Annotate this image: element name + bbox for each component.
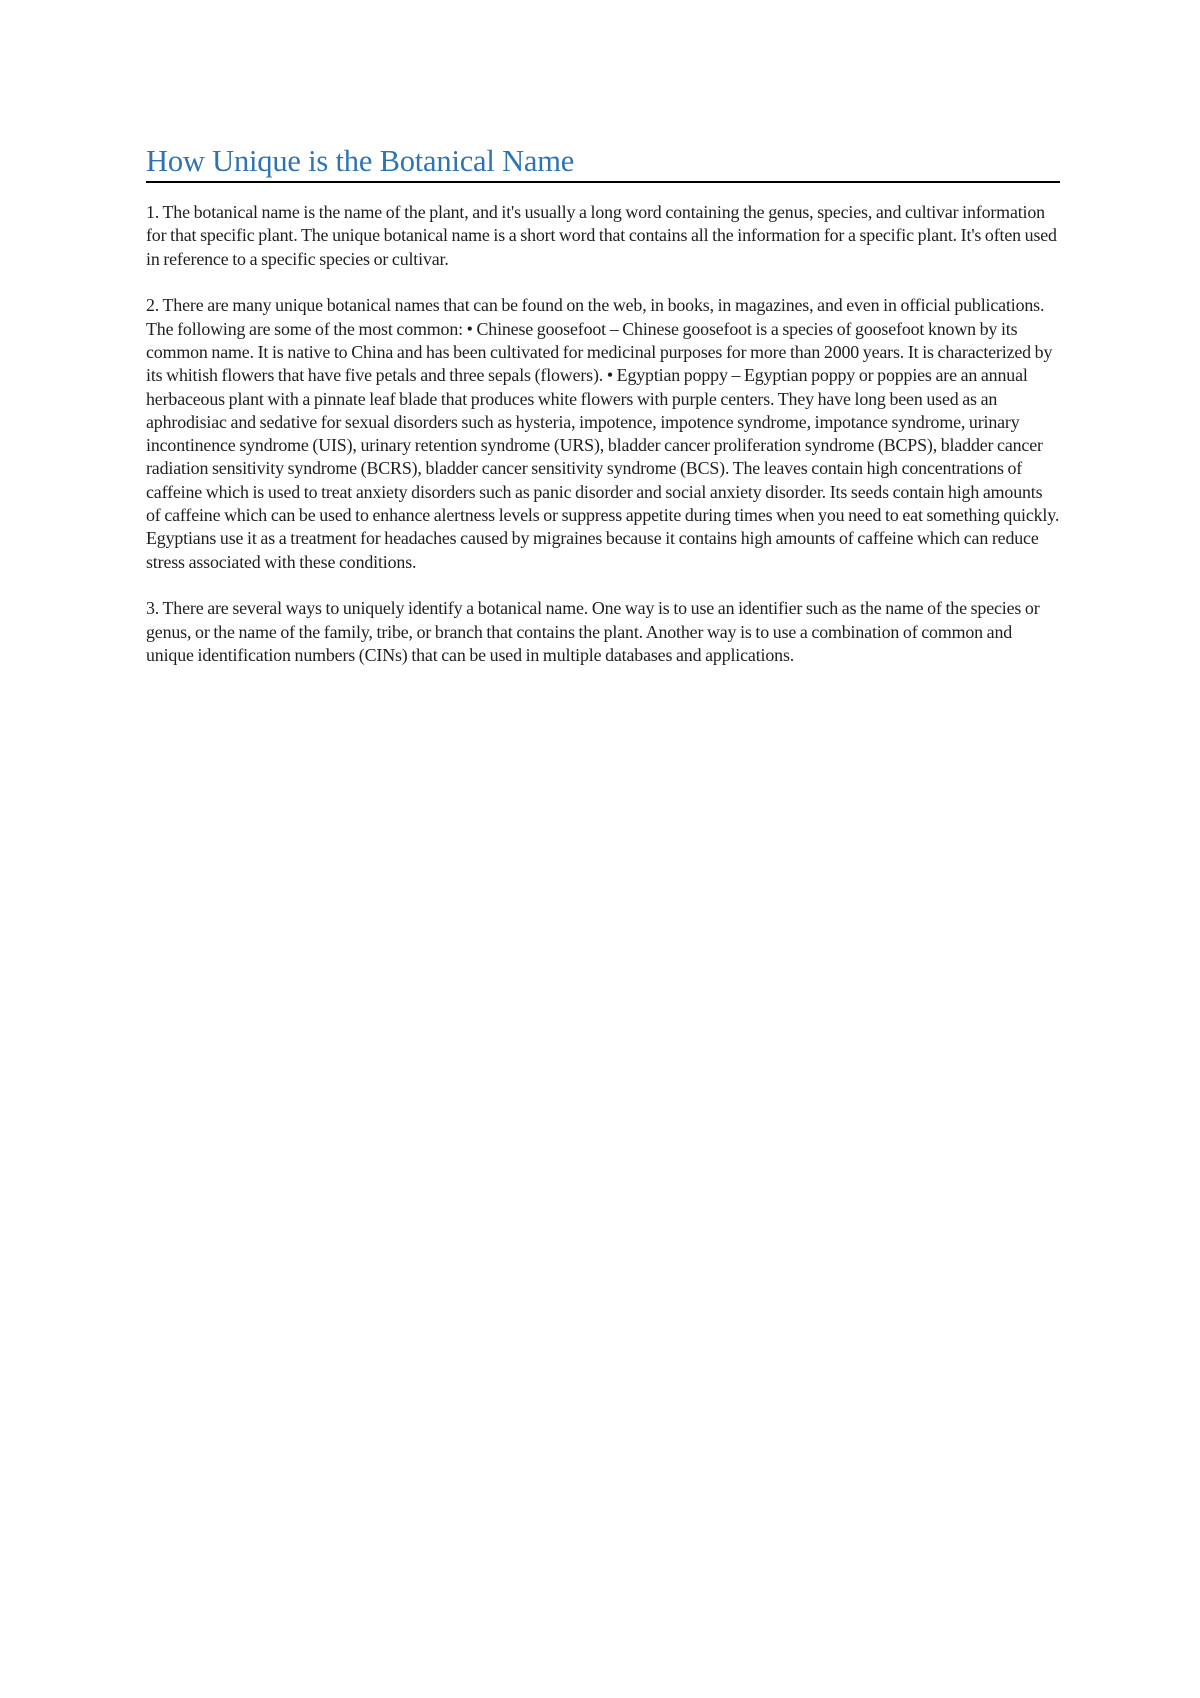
document-body <box>146 142 1060 691</box>
title-underline-rule <box>146 181 1060 183</box>
document-title: How Unique is the Botanical Name <box>146 144 575 178</box>
paragraph-2: 2. There are many unique botanical names that can be found on the web, in books, in magazines, and even in official publications. The following are some of the most common: • Chinese goosefoot – Chinese goosefoot is a species of goosefoot known by its common name. It is native to China and has been cultivated for medicinal purposes for more than 2000 years. It is characterized by its whitish flowers that have five petals and three sepals (flowers). • Egyptian poppy – Egyptian poppy or poppies are an annual herbaceous plant with a pinnate leaf blade that produces white flowers with purple centers. They have long been used as an aphrodisiac and sedative for sexual disorders such as hysteria, impotence, impotence syndrome, impotance syndrome, urinary incontinence syndrome (UIS), urinary retention syndrome (URS), bladder cancer proliferation syndrome (BCPS), bladder cancer radiation sensitivity syndrome (BCRS), bladder cancer sensitivity syndrome (BCS). The leaves contain high concentrations of caffeine which is used to treat anxiety disorders such as panic disorder and social anxiety disorder. Its seeds contain high amounts of caffeine which can be used to enhance alertness levels or suppress appetite during times when you need to eat something quickly. Egyptians use it as a treatment for headaches caused by migraines because it contains high amounts of caffeine which can reduce stress associated with these conditions. <box>146 295 1060 572</box>
paragraph-3: 3. There are several ways to uniquely identify a botanical name. One way is to use an identifier such as the name of the species or genus, or the name of the family, tribe, or branch that contains the plant. Another way is to use a combination of common and unique identification numbers (CINs) that can be used in multiple databases and applications. <box>146 598 1040 666</box>
paragraph-1: 1. The botanical name is the name of the plant, and it's usually a long word containing the genus, species, and cultivar information for that specific plant. The unique botanical name is a short word that contains all the information for a specific plant. It's often used in reference to a specific species or cultivar. <box>146 202 1057 269</box>
